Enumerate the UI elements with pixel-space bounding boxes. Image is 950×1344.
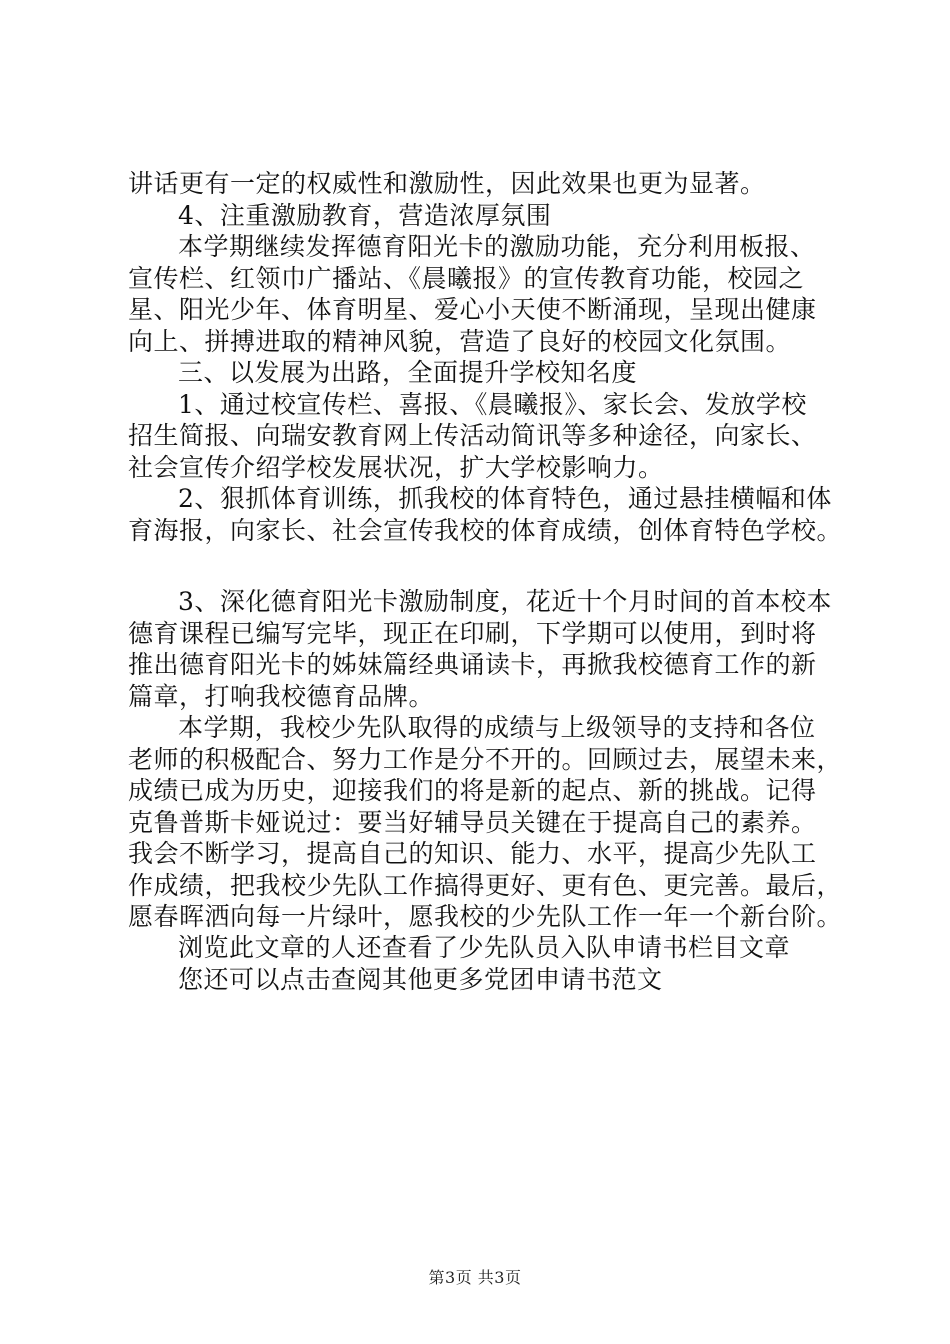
paragraph-line: 招生简报、向瑞安教育网上传活动简讯等多种途径，向家长、 <box>128 421 817 450</box>
paragraph-line: 本学期继续发挥德育阳光卡的激励功能，充分利用板报、 <box>178 232 816 261</box>
paragraph-line: 2、狠抓体育训练，抓我校的体育特色，通过悬挂横幅和体 <box>178 484 832 513</box>
page-footer: 第3页 共3页 <box>428 1268 522 1287</box>
section-heading: 三、以发展为出路，全面提升学校知名度 <box>178 358 638 387</box>
paragraph-line: 讲话更有一定的权威性和激励性，因此效果也更为显著。 <box>128 169 766 198</box>
paragraph-line: 向上、拼搏进取的精神风貌，营造了良好的校园文化氛围。 <box>128 326 792 356</box>
paragraph-line: 1、通过校宣传栏、喜报、《晨曦报》、家长会、发放学校 <box>178 389 807 419</box>
paragraph-line: 德育课程已编写完毕，现正在印刷，下学期可以使用，到时将 <box>128 618 817 648</box>
paragraph-line: 星、阳光少年、体育明星、爱心小天使不断涌现，呈现出健康 <box>128 295 817 324</box>
paragraph-line: 成绩已成为历史，迎接我们的将是新的起点、新的挑战。记得 <box>128 776 817 805</box>
document-body <box>128 168 848 933</box>
related-link[interactable]: 您还可以点击查阅其他更多党团申请书范文 <box>178 964 663 994</box>
paragraph-line: 篇章，打响我校德育品牌。 <box>128 681 435 711</box>
paragraph-line: 育海报，向家长、社会宣传我校的体育成绩，创体育特色学校。 <box>128 515 843 545</box>
paragraph-line: 推出德育阳光卡的姊妹篇经典诵读卡，再掀我校德育工作的新 <box>128 650 817 679</box>
paragraph-line: 老师的积极配合、努力工作是分不开的。回顾过去，展望未来， <box>128 744 843 774</box>
paragraph-line: 宣传栏、红领巾广播站、《晨曦报》的宣传教育功能，校园之 <box>128 263 805 293</box>
related-links <box>178 932 790 995</box>
paragraph-line: 作成绩，把我校少先队工作搞得更好、更有色、更完善。最后， <box>128 870 843 900</box>
section-heading: 4、注重激励教育，营造浓厚氛围 <box>178 200 552 230</box>
paragraph-gap <box>128 546 848 586</box>
paragraph-line: 3、深化德育阳光卡激励制度，花近十个月时间的首本校本 <box>178 587 832 616</box>
paragraph-line: 本学期，我校少先队取得的成绩与上级领导的支持和各位 <box>178 713 816 742</box>
paragraph-line: 愿春晖洒向每一片绿叶，愿我校的少先队工作一年一个新台阶。 <box>128 902 843 931</box>
paragraph-line: 我会不断学习，提高自己的知识、能力、水平，提高少先队工 <box>128 839 817 868</box>
paragraph-line: 社会宣传介绍学校发展状况，扩大学校影响力。 <box>128 452 664 482</box>
paragraph-line: 克鲁普斯卡娅说过：要当好辅导员关键在于提高自己的素养。 <box>128 807 817 837</box>
related-link[interactable]: 浏览此文章的人还查看了少先队员入队申请书栏目文章 <box>178 933 791 962</box>
